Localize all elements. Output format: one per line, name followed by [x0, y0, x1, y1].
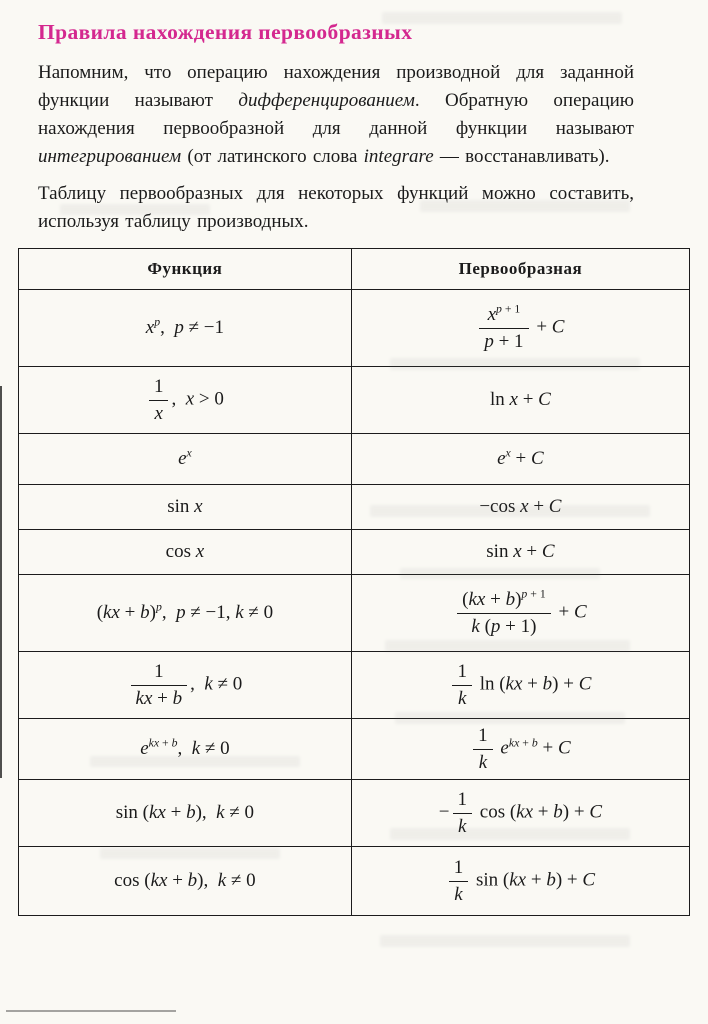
bleedthrough-artifact [380, 935, 630, 947]
table-row [19, 652, 690, 719]
table-row [19, 575, 690, 652]
table-row [19, 367, 690, 434]
antiderivative-cell: $\frac{1}{k}$ $e^{kx + b} + C$ [351, 719, 689, 780]
table-row [19, 530, 690, 575]
column-header-function: Функция [19, 249, 352, 290]
antiderivative-cell: $\frac{1}{k}$ ln (kx + b) + C [351, 652, 689, 719]
function-cell: $\frac{1}{kx + b}$ , k ≠ 0 [19, 652, 352, 719]
table-row [19, 780, 690, 847]
table-header-row [19, 249, 690, 290]
table-row [19, 847, 690, 916]
table-row [19, 434, 690, 485]
antiderivative-cell: $\frac{(kx + b)^{p + 1}}{k (p + 1)}$ + C [351, 575, 689, 652]
function-cell: $x^p$, p ≠ −1 [19, 290, 352, 367]
page-edge-mark [6, 1010, 176, 1012]
table-row [19, 485, 690, 530]
antiderivative-cell: sin x + C [351, 530, 689, 575]
function-cell: $e^x$ [19, 434, 352, 485]
function-cell: (kx + b)$^p$, p ≠ −1, k ≠ 0 [19, 575, 352, 652]
page-title: Правила нахождения первообразных [38, 20, 413, 44]
function-cell: cos (kx + b), k ≠ 0 [19, 847, 352, 916]
intro-paragraph: Напомним, что операцию нахождения производной для заданной функции называют дифференцированием. Обратную операцию нахождения первообразной для данной функции называют интегрированием (от латинского слова integrare — восстанавливать). [38, 62, 634, 167]
antiderivative-cell: −cos x + C [351, 485, 689, 530]
function-cell: cos x [19, 530, 352, 575]
column-header-antiderivative: Первообразная [351, 249, 689, 290]
page-edge-line [0, 386, 2, 778]
table-intro-paragraph: Таблицу первообразных для некоторых функций можно составить, используя таблицу производных. [38, 183, 634, 232]
antiderivative-cell: ln x + C [351, 367, 689, 434]
antiderivative-cell: − $\frac{1}{k}$ cos (kx + b) + C [351, 780, 689, 847]
antiderivative-cell: $e^x + C$ [351, 434, 689, 485]
table-row [19, 719, 690, 780]
table-row [19, 290, 690, 367]
function-cell: sin x [19, 485, 352, 530]
antiderivative-table [18, 248, 690, 916]
function-cell: $\frac{1}{x}$ , x > 0 [19, 367, 352, 434]
antiderivative-cell: $\frac{1}{k}$ sin (kx + b) + C [351, 847, 689, 916]
antiderivative-cell: $\frac{x^{p + 1}}{p + 1}$ + C [351, 290, 689, 367]
function-cell: sin (kx + b), k ≠ 0 [19, 780, 352, 847]
function-cell: $e^{kx + b}$, k ≠ 0 [19, 719, 352, 780]
